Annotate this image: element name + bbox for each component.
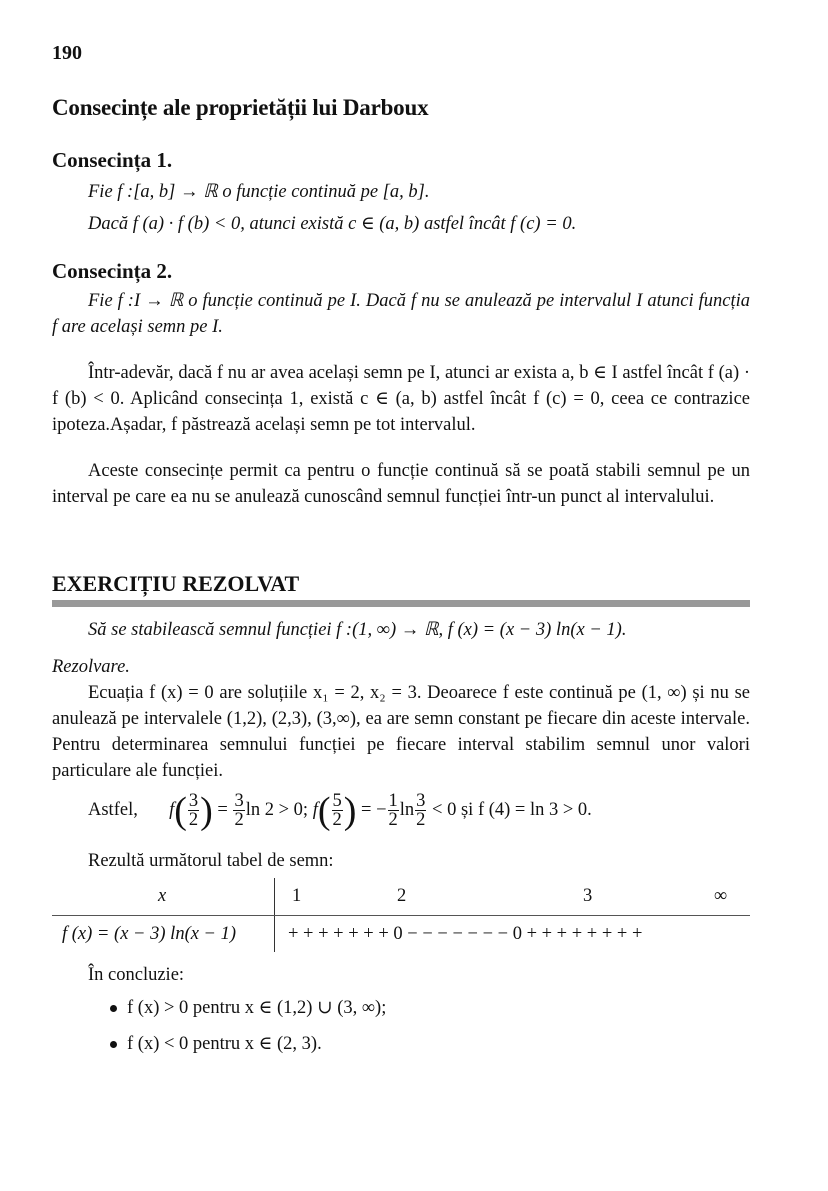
- section-title: Consecințe ale proprietății lui Darboux: [52, 95, 429, 120]
- consequence-2-proof: [52, 360, 750, 438]
- consequence-2-remark-text: Aceste consecințe permit ca pentru o funcție continuă să se poată stabili semnul pe un interval pe care ea nu se anulează cunoscând semnul funcției într-un punct al intervalului.: [52, 461, 750, 507]
- value2-f: f: [312, 800, 318, 820]
- conclusion-label: În concluzie:: [88, 965, 185, 985]
- value1-eq: =: [217, 800, 228, 820]
- value2-rest: < 0 și f (4) = ln 3 > 0.: [432, 800, 592, 820]
- solution-text-block: [52, 680, 750, 784]
- conclusion-list: [110, 990, 386, 1062]
- conclusion-item: [110, 990, 386, 1026]
- value1-coef-num: 3: [234, 791, 244, 812]
- conclusion-item-text: f (x) < 0 pentru x ∈ (2, 3).: [127, 1034, 322, 1054]
- value2-arg-num: 5: [332, 791, 342, 812]
- value2-ln: ln: [399, 800, 415, 820]
- consequence-2-title: Consecința 2.: [52, 259, 173, 283]
- consequence-2-statement: [52, 288, 750, 340]
- consequence-2-proof-text: Într-adevăr, dacă f nu ar avea același semn pe I, atunci ar exista a, b ∈ I astfel încât f (a) · f (b) < 0. Aplicând consecința 1, există c ∈ (a, b) astfel încât f (c) = 0, ceea ce contrazice ipoteza.Așadar, f păstrează același semn pe tot intervalul.: [52, 363, 750, 435]
- exercise-title-bar: [52, 600, 750, 607]
- bullet-icon: [110, 1005, 117, 1012]
- sign-table-horizontal-divider: [52, 915, 750, 916]
- value1-rest: ln 2 > 0;: [245, 800, 309, 820]
- value1-f: f: [169, 800, 175, 820]
- conclusion-item: [110, 1026, 386, 1062]
- consequence-1-title: Consecința 1.: [52, 148, 173, 172]
- value2-coef-num: 1: [388, 791, 398, 812]
- exercise-title: EXERCIȚIU REZOLVAT: [52, 571, 300, 596]
- value2-coef-den: 2: [388, 810, 398, 831]
- solution-label: Rezolvare.: [52, 657, 130, 677]
- consequence-1-line-2: Dacă f (a) · f (b) < 0, atunci există c ∈ (a, b) astfel încât f (c) = 0.: [88, 214, 577, 234]
- table-intro: Rezultă următorul tabel de semn:: [88, 851, 334, 871]
- bullet-icon: [110, 1041, 117, 1048]
- sign-table-point: ∞: [714, 886, 728, 906]
- consequence-1-line-1: Fie f :[a, b] → ℝ o funcție continuă pe [a, b].: [88, 182, 430, 202]
- sign-table-point: 3: [583, 886, 593, 906]
- sign-table-row-signs: + + + + + + + 0 − − − − − − − 0 + + + + + + + +: [288, 924, 643, 944]
- value1-coef-den: 2: [234, 810, 244, 831]
- conclusion-item-text: f (x) > 0 pentru x ∈ (1,2) ∪ (3, ∞);: [127, 998, 387, 1018]
- sign-table-point: 2: [397, 886, 407, 906]
- particular-values: Astfel, f( $\frac{3}{2}$ ) = $\frac{3}{2}$ ln 2 > 0; f( $\frac{5}{2}$ ) = − $\frac{1}{2}$ ln $\frac{3}{2}$ < 0 și f (4) = ln 3 > 0.: [88, 789, 592, 832]
- sign-table-row-label: f (x) = (x − 3) ln(x − 1): [62, 924, 237, 944]
- exercise-statement: Să se stabilească semnul funcției f :(1, ∞) → ℝ, f (x) = (x − 3) ln(x − 1).: [88, 620, 627, 640]
- value2-eq: = −: [361, 800, 387, 820]
- page-number: 190: [52, 42, 82, 64]
- sign-table-point: 1: [292, 886, 302, 906]
- values-prefix: Astfel,: [88, 800, 138, 820]
- consequence-2-statement-text: Fie f :I → ℝ o funcție continuă pe I. Dacă f nu se anulează pe intervalul I atunci funcția f are același semn pe I.: [52, 291, 750, 337]
- sign-table-header-x: x: [158, 886, 167, 906]
- solution-text: Ecuația f (x) = 0 are soluțiile x₁ = 2, x₂ = 3. Deoarece f este continuă pe (1, ∞) și nu se anulează pe intervalele (1,2), (2,3), (3,∞), ea are semn constant pe fiecare din aceste intervale. Pentru determinarea semnului funcției pe fiecare interval stabilim semnul unor valori particulare ale funcției.: [52, 683, 750, 781]
- value2-ln-num: 3: [416, 791, 426, 812]
- value2-ln-den: 2: [416, 810, 426, 831]
- value1-arg-den: 2: [188, 810, 199, 831]
- consequence-2-remark: [52, 458, 750, 510]
- value1-arg-num: 3: [188, 791, 199, 812]
- value2-arg-den: 2: [332, 810, 342, 831]
